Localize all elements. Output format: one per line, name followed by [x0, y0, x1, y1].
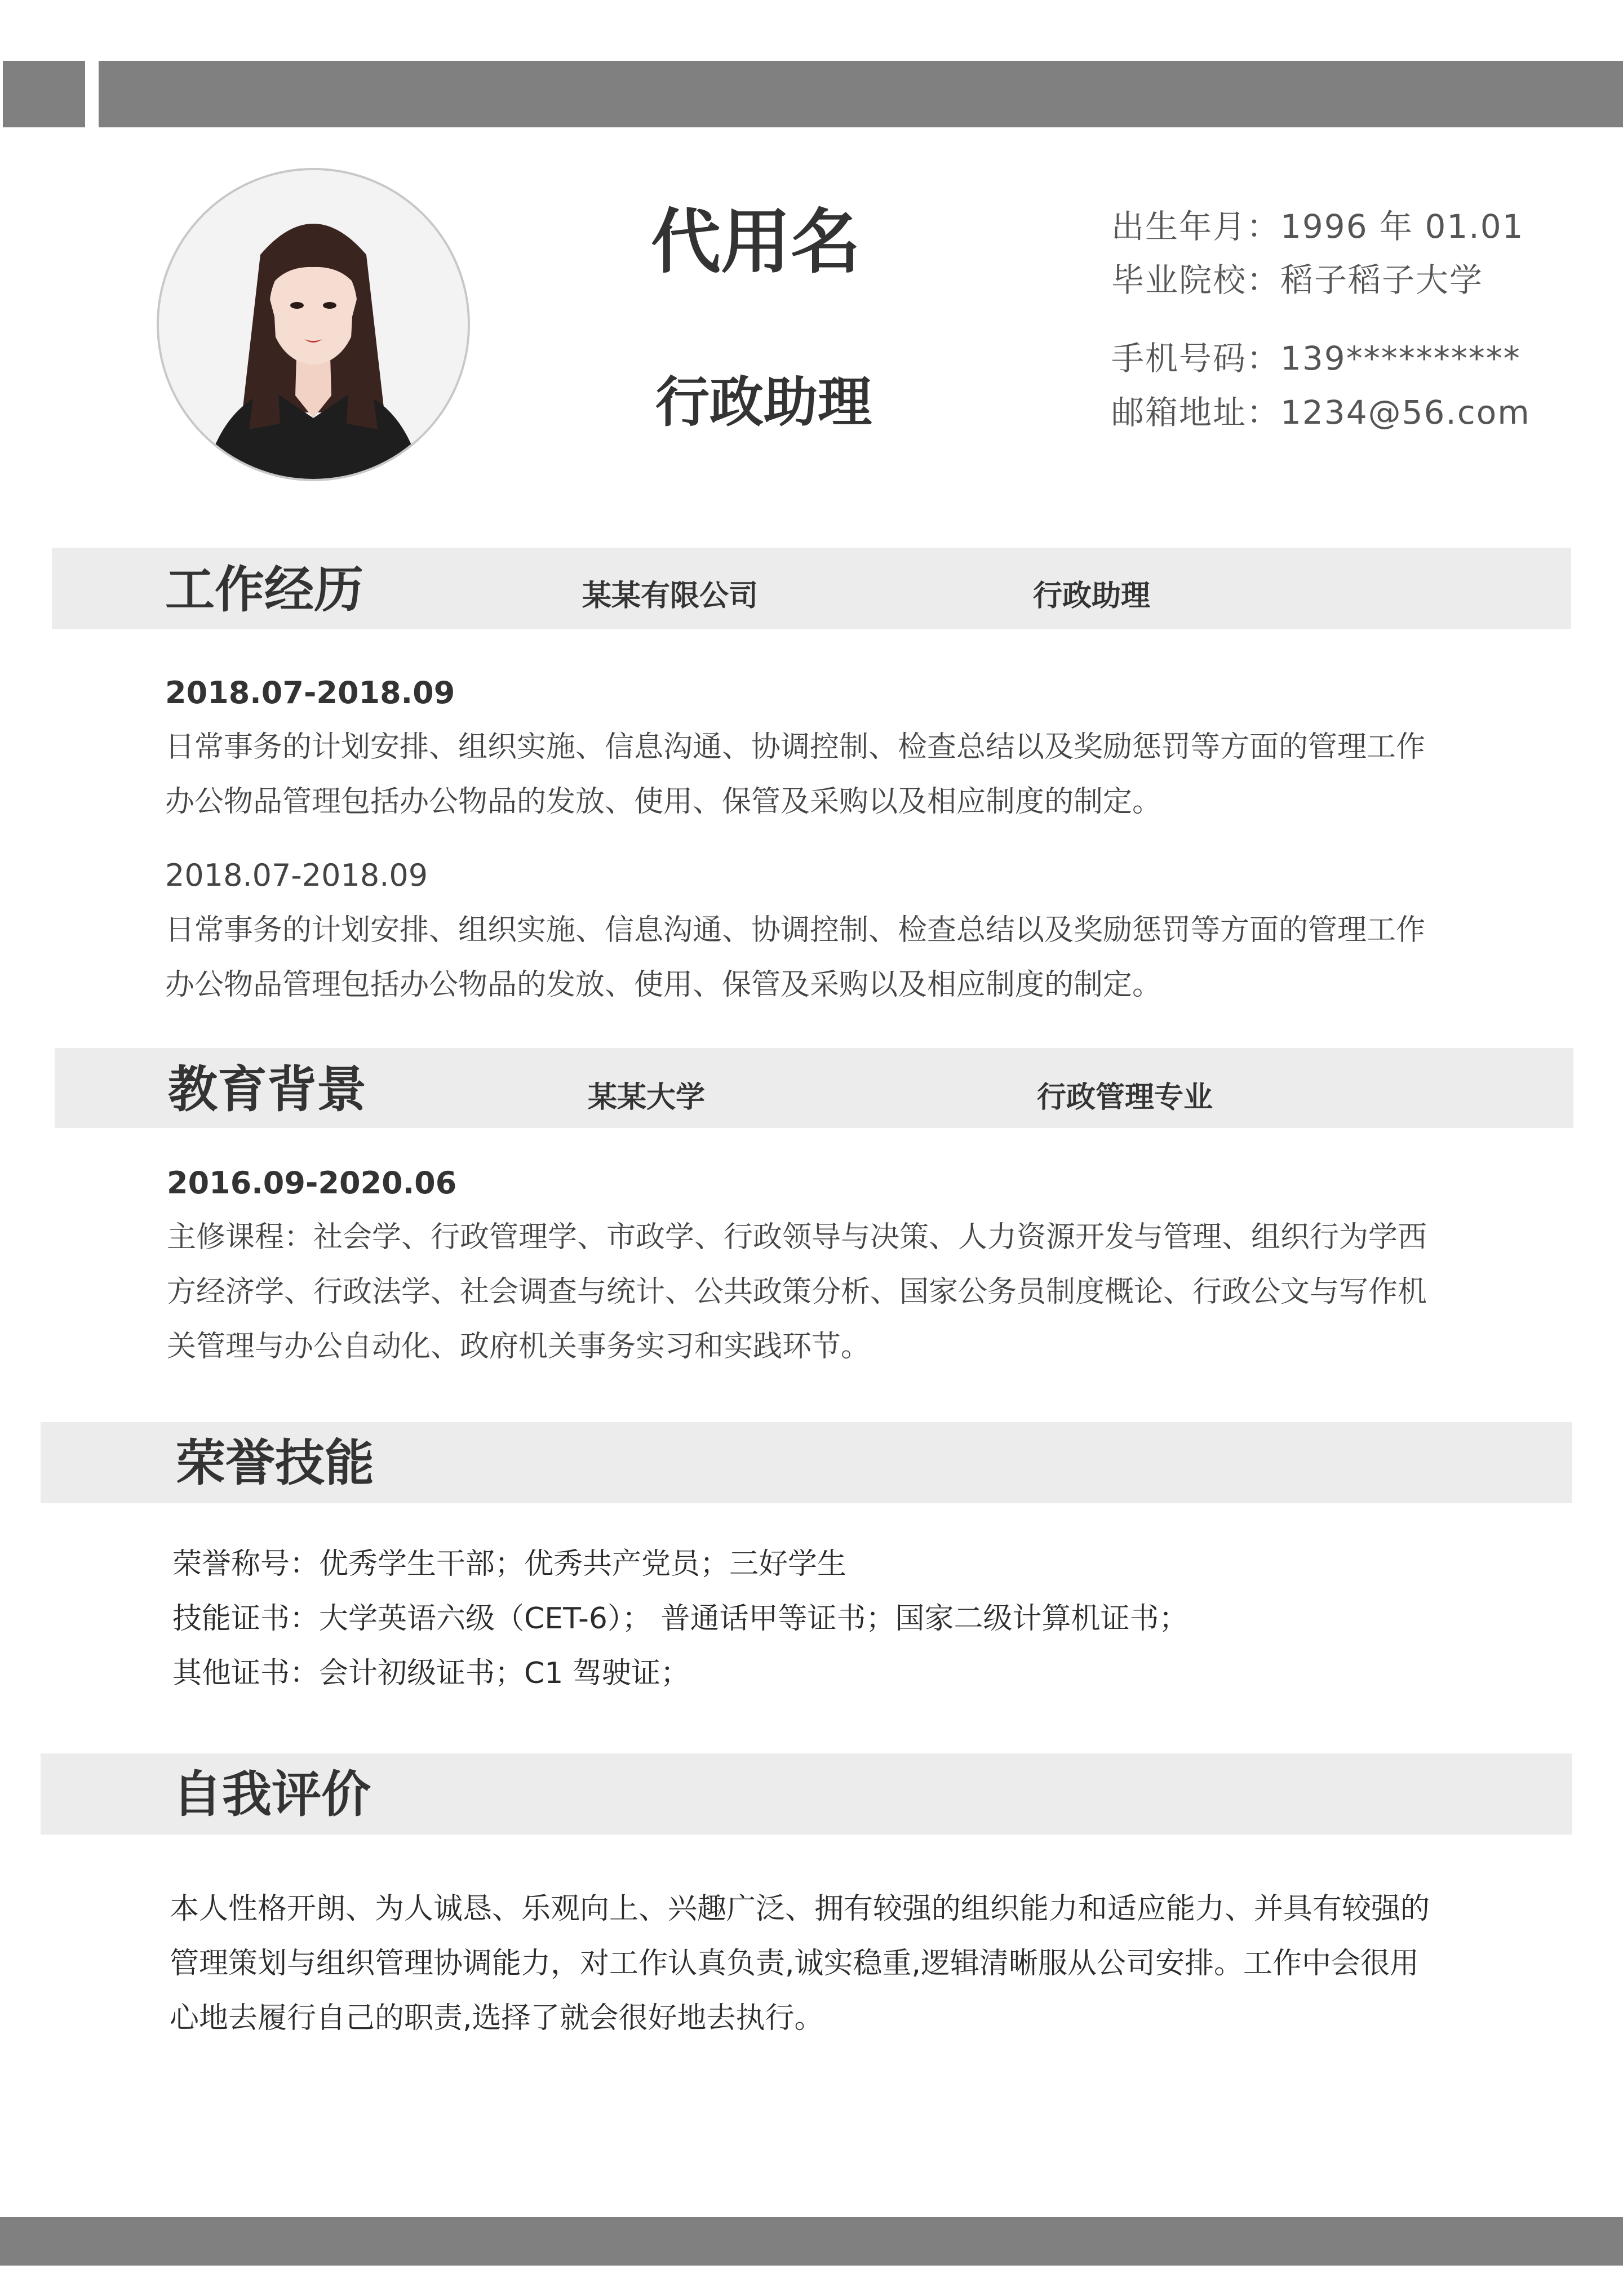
- work-entry-line: 日常事务的计划安排、组织实施、信息沟通、协调控制、检查总结以及奖励惩罚等方面的管理工作: [165, 913, 1426, 947]
- self-eval-section-title: 自我评价: [172, 1765, 371, 1823]
- honors-section-title: 荣誉技能: [176, 1434, 375, 1492]
- work-company: 某某有限公司: [582, 579, 759, 613]
- education-date: 2016.09-2020.06: [167, 1165, 457, 1201]
- birth-date: 出生年月：1996 年 01.01: [1111, 207, 1524, 246]
- education-course-line: 关管理与办公自动化、政府机关事务实习和实践环节。: [167, 1330, 871, 1364]
- top-bar-left: [3, 61, 85, 127]
- self-eval-line: 心地去履行自己的职责,选择了就会很好地去执行。: [170, 2001, 824, 2035]
- phone-number: 手机号码：139**********: [1111, 339, 1521, 378]
- self-eval-line: 管理策划与组织管理协调能力，对工作认真负责,诚实稳重,逻辑清晰服从公司安排。工作中会很用: [170, 1947, 1420, 1980]
- candidate-name: 代用名: [651, 202, 861, 283]
- work-entry-line: 办公物品管理包括办公物品的发放、使用、保管及采购以及相应制度的制定。: [165, 968, 1162, 1002]
- top-bar-right: [99, 61, 1623, 127]
- work-entry-date: 2018.07-2018.09: [165, 675, 455, 710]
- education-course-line: 主修课程：社会学、行政管理学、市政学、行政领导与决策、人力资源开发与管理、组织行为学西: [167, 1220, 1427, 1254]
- work-entry-date: 2018.07-2018.09: [165, 858, 428, 893]
- honors-line: 其他证书：会计初级证书；C1 驾驶证；: [172, 1657, 690, 1690]
- education-section-title: 教育背景: [168, 1060, 367, 1118]
- education-major: 行政管理专业: [1037, 1081, 1213, 1114]
- work-entry-line: 办公物品管理包括办公物品的发放、使用、保管及采购以及相应制度的制定。: [165, 785, 1162, 819]
- portrait-icon: [159, 170, 468, 479]
- self-eval-line: 本人性格开朗、为人诚恳、乐观向上、兴趣广泛、拥有较强的组织能力和适应能力、并具有较强的: [170, 1892, 1430, 1926]
- work-section-title: 工作经历: [165, 561, 364, 619]
- graduated-school: 毕业院校：稻子稻子大学: [1111, 261, 1484, 299]
- bottom-bar: [0, 2217, 1623, 2266]
- work-entry-line: 日常事务的计划安排、组织实施、信息沟通、协调控制、检查总结以及奖励惩罚等方面的管理工作: [165, 730, 1426, 764]
- work-position: 行政助理: [1033, 579, 1151, 613]
- job-title: 行政助理: [655, 371, 872, 434]
- honors-line: 技能证书：大学英语六级（CET-6）； 普通话甲等证书；国家二级计算机证书；: [172, 1602, 1189, 1636]
- profile-photo: [157, 168, 470, 481]
- honors-line: 荣誉称号：优秀学生干部；优秀共产党员；三好学生: [172, 1547, 847, 1581]
- email-address: 邮箱地址：1234@56.com: [1111, 393, 1531, 432]
- education-course-line: 方经济学、行政法学、社会调查与统计、公共政策分析、国家公务员制度概论、行政公文与写作机: [167, 1275, 1427, 1309]
- education-school: 某某大学: [588, 1081, 706, 1114]
